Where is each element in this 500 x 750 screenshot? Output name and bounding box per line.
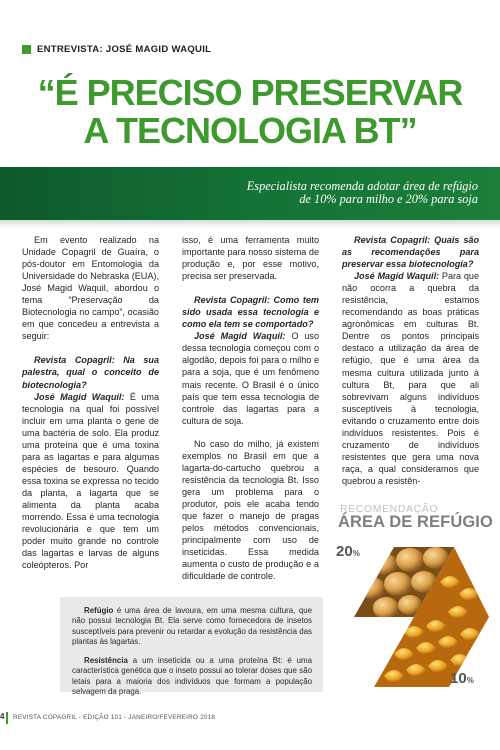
question-2: Revista Copagril: Como tem sido usada essa tecnologia e como ela tem se comportado? (182, 295, 319, 330)
glossary-term-resistencia: Resistência (84, 656, 128, 666)
answer-1-continued: isso, é uma ferramenta muito importante para nosso sistema de produção e, por esse motivo, precisa ser preservada. (182, 235, 319, 282)
answer-2 (182, 330, 319, 426)
article-column-3 (342, 234, 479, 487)
soy-percentage (336, 543, 360, 560)
subtitle-line-2: de 10% para milho e 20% para soja (299, 192, 478, 206)
answer-3-text: Para que não ocorra a quebra da resistência, estamos recomendando as boas práticas agronômicas em culturas Bt. Dentre os pontos principais destaco a utilização da área de refúgio, que é uma área da mesma cultura utilizada junto à cultura Bt, para que ali sobrevivam alguns indivíduos susceptíveis à tecnologia, evitando o cruzamento entre dois indivíduos resistentes. Pois é cruzamento de indivíduos resistentes que gera uma nova raça, a qual consideramos que quebrou a resistên- (342, 271, 479, 486)
glossary-resistencia (72, 656, 312, 697)
headline-line-2: A TECNOLOGIA BT” (83, 110, 417, 151)
intro-paragraph: Em evento realizado na Unidade Copagril de Guaíra, o pós-doutor em Entomologia da Universidade do Nebraska (EUA), José Magid Waquil, abordou o tema “Preservação da Biotecnologia no campo”, ocasião em que concedeu a entrevista a seguir: (22, 235, 159, 342)
question-3: Revista Copagril: Quais são as recomendações para preservar essa biotecnologia? (342, 235, 479, 270)
glossary-def-refugio: é uma área de lavoura, em uma mesma cultura, que não possui tecnologia Bt. Ela serve como fornecedora de insetos susceptíveis para prevenir ou retardar a evolução da resistência das plantas às lagartas. (72, 606, 312, 646)
article-column-2 (182, 234, 319, 582)
answer-2-speaker: José Magid Waquil: (194, 331, 286, 342)
corn-percentage (450, 670, 474, 687)
footer-text: REVISTA COPAGRIL - EDIÇÃO 101 - JANEIRO/FEVEREIRO 2018 (13, 714, 216, 721)
answer-1-speaker: José Magid Waquil: (34, 391, 125, 402)
paragraph-corn: No caso do milho, já existem exemplos no Brasil em que a lagarta-do-cartucho quebrou a resistência da tecnologia Bt. Isso gera um problema para o produtor, pois ele acaba tendo que fazer o manejo de pragas pelos métodos convencionais, principalmente com uso de inseticidas. Essa medida aumenta o custo de produção e a dificuldade de controle. (182, 438, 319, 582)
section-tag-label: ENTREVISTA: JOSÉ MAGID WAQUIL (37, 44, 212, 55)
glossary-box (60, 597, 323, 697)
recommendation-title: ÁREA DE REFÚGIO (338, 513, 493, 531)
page-number: 4 (0, 712, 5, 721)
glossary-term-refugio: Refúgio (84, 606, 114, 615)
headline-line-1: “É PRECISO PRESERVAR (37, 72, 463, 113)
subtitle (247, 180, 478, 206)
footer-divider (6, 712, 8, 724)
headline (0, 74, 500, 150)
answer-1 (22, 391, 159, 572)
answer-1-text: É uma tecnologia na qual foi possível incluir em uma planta o gene de uma bactéria de solo. Ela produz uma proteína que é uma toxina para as lagartas e para algumas espécies de besouro. Quando essa toxina se expressa no tecido da planta, a lagarta que se alimenta da planta acaba morrendo. Essa é uma tecnologia revolucionária e que tem um poder muito grande no controle das lagartas e larvas de alguns coleópteros. Por (22, 391, 159, 571)
section-square-icon (22, 45, 31, 54)
soy-percentage-value: 20 (336, 543, 353, 560)
corn-percentage-value: 10 (450, 670, 467, 687)
answer-2-text: O uso dessa tecnologia começou com o algodão, depois foi para o milho e para a soja, que é um fenômeno mais recente. O Brasil é o único país que tem essa tecnologia de controle das lagartas para a cultura de soja. (182, 331, 319, 426)
soy-percentage-sign: % (352, 549, 360, 558)
section-tag (22, 44, 211, 55)
subtitle-line-1: Especialista recomenda adotar área de refúgio (246, 179, 478, 193)
question-1: Revista Copagril: Na sua palestra, qual o conceito de biotecnologia? (22, 355, 159, 390)
article-column-1 (22, 234, 159, 571)
corn-percentage-sign: % (466, 676, 474, 685)
answer-3-speaker: José Magid Waquil: (354, 271, 440, 282)
band-shadow (0, 220, 500, 228)
answer-3 (342, 270, 479, 487)
glossary-def-resistencia: a um inseticida ou a uma proteína Bt: é uma característica genética que o inseto possui ao tolerar doses que são letais para a maioria dos indivíduos que formam a população selvagem da praga. (72, 656, 312, 697)
glossary-refugio (72, 606, 312, 647)
recommendation-kicker: RECOMENDAÇÃO (340, 503, 439, 515)
